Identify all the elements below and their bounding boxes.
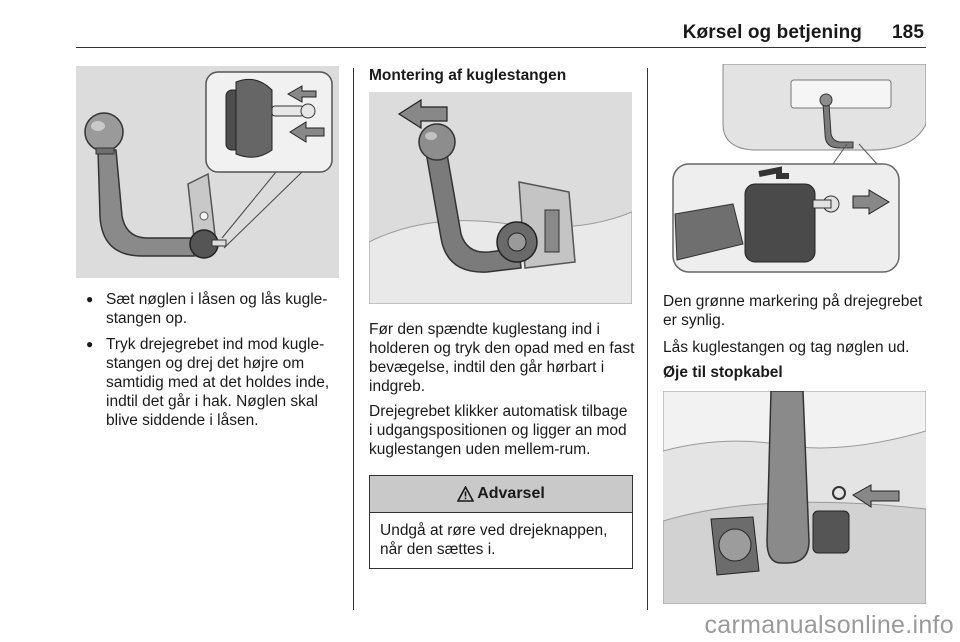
column-divider-right bbox=[647, 68, 648, 610]
column3-text bbox=[663, 292, 931, 357]
page-number: 185 bbox=[891, 22, 924, 43]
warning-text: Undgå at røre ved drejeknappen, når den sættes i. bbox=[380, 522, 608, 558]
section-heading-mounting: Montering af kuglestangen bbox=[369, 67, 567, 84]
figure-tow-ball-insertion bbox=[369, 92, 632, 304]
paragraph: Drejegrebet klikker automatisk tilbage i udgangspositionen og ligger an mod kuglestangen uden mellem-rum. bbox=[369, 403, 628, 458]
warning-box bbox=[369, 475, 633, 569]
instruction-list bbox=[86, 290, 342, 437]
column-divider-left bbox=[353, 68, 354, 610]
watermark: carmanualsonline.info bbox=[704, 611, 954, 639]
list-item: ● Tryk drejegrebet ind mod kugle-stangen og drej det højre om samtidig med at det holdes inde, indtil det går i hak. Nøglen skal blive siddende i låsen. bbox=[86, 335, 342, 430]
warning-triangle-icon bbox=[457, 486, 474, 502]
paragraph: Før den spændte kuglestang ind i holderen og tryk den opad med en fast bevægelse, indtil den går hørbart i indgreb. bbox=[369, 321, 635, 395]
section-title: Kørsel og betjening bbox=[682, 22, 862, 43]
page-header bbox=[683, 22, 924, 44]
paragraph: Den grønne markering på drejegrebet er synlig. bbox=[663, 293, 923, 329]
section-heading-breakaway-eye: Øje til stopkabel bbox=[663, 364, 783, 381]
warning-header bbox=[370, 476, 632, 513]
warning-label: Advarsel bbox=[477, 485, 545, 502]
figure-tow-ball-removal bbox=[76, 66, 339, 278]
figure-breakaway-cable-eye bbox=[663, 391, 926, 604]
paragraph: Lås kuglestangen og tag nøglen ud. bbox=[663, 339, 910, 356]
mounting-instructions bbox=[369, 320, 635, 459]
header-rule bbox=[76, 47, 926, 48]
figure-tow-bar-key-removal bbox=[663, 64, 926, 276]
list-item: ● Sæt nøglen i låsen og lås kugle-stangen op. bbox=[86, 290, 342, 328]
